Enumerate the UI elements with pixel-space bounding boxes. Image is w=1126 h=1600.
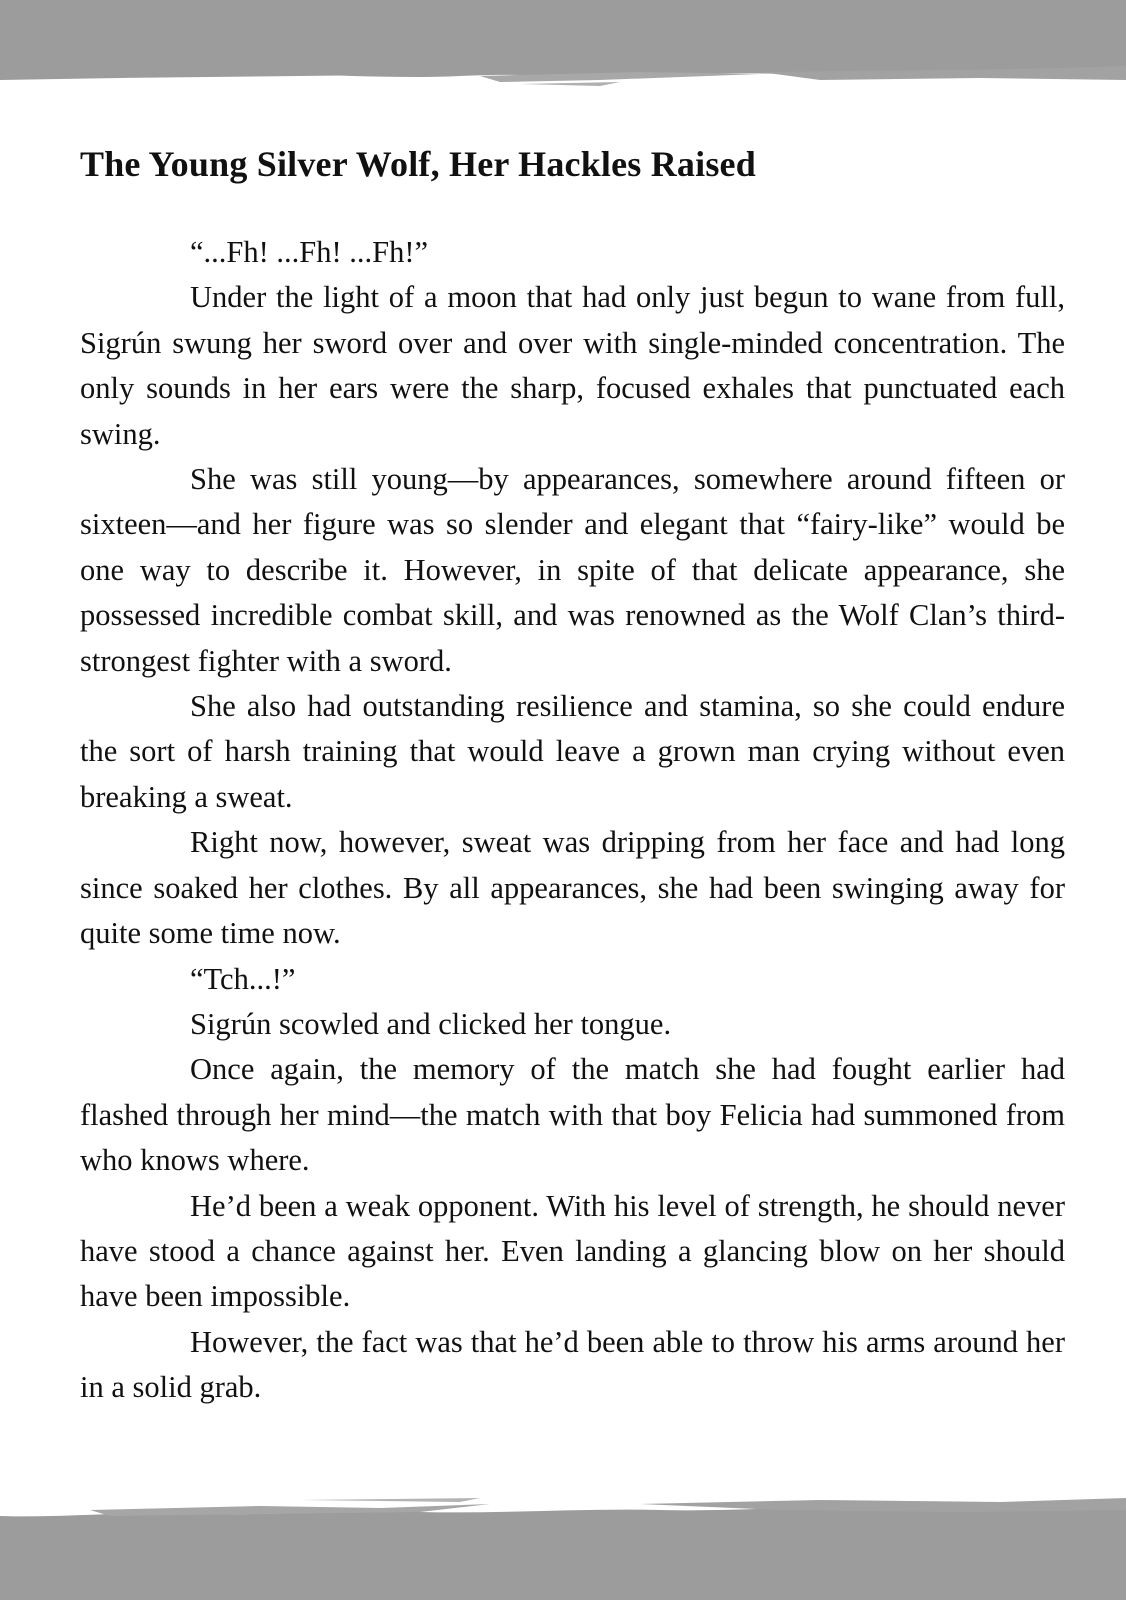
book-page bbox=[80, 140, 1065, 1411]
bottom-brush-border bbox=[0, 1470, 1126, 1600]
top-brush-border bbox=[0, 0, 1126, 110]
paragraph: He’d been a weak opponent. With his level of strength, he should never have stood a chance against her. Even landing a glancing blow on her should have been impossible. bbox=[80, 1188, 1065, 1314]
chapter-title: The Young Silver Wolf, Her Hackles Raised bbox=[80, 144, 756, 184]
paragraph: Right now, however, sweat was dripping from her face and had long since soaked her clothes. By all appearances, she had been swinging away for quite some time now. bbox=[80, 825, 1065, 951]
paragraph: Sigrún scowled and clicked her tongue. bbox=[190, 1006, 672, 1041]
paragraph: She was still young—by appearances, somewhere around fifteen or sixteen—and her figure was so slender and elegant that “fairy-like” would be one way to describe it. However, in spite of that delicate appearance, she possessed incredible combat skill, and was renowned as the Wolf Clan’s third-strongest fighter with a sword. bbox=[80, 462, 1065, 678]
paragraph: She also had outstanding resilience and stamina, so she could endure the sort of harsh training that would leave a grown man crying without even breaking a sweat. bbox=[80, 689, 1065, 814]
paragraph: Once again, the memory of the match she had fought earlier had flashed through her mind—the match with that boy Felicia had summoned from who knows where. bbox=[80, 1052, 1065, 1178]
paragraph: Under the light of a moon that had only just begun to wane from full, Sigrún swung her sword over and over with single-minded concentration. The only sounds in her ears were the sharp, focused exhales that punctuated each swing. bbox=[80, 280, 1065, 451]
chapter-body bbox=[80, 230, 1065, 1411]
paragraph: However, the fact was that he’d been able to throw his arms around her in a solid grab. bbox=[80, 1324, 1065, 1405]
paragraph: “...Fh! ...Fh! ...Fh!” bbox=[190, 235, 429, 269]
paragraph: “Tch...!” bbox=[190, 961, 296, 996]
